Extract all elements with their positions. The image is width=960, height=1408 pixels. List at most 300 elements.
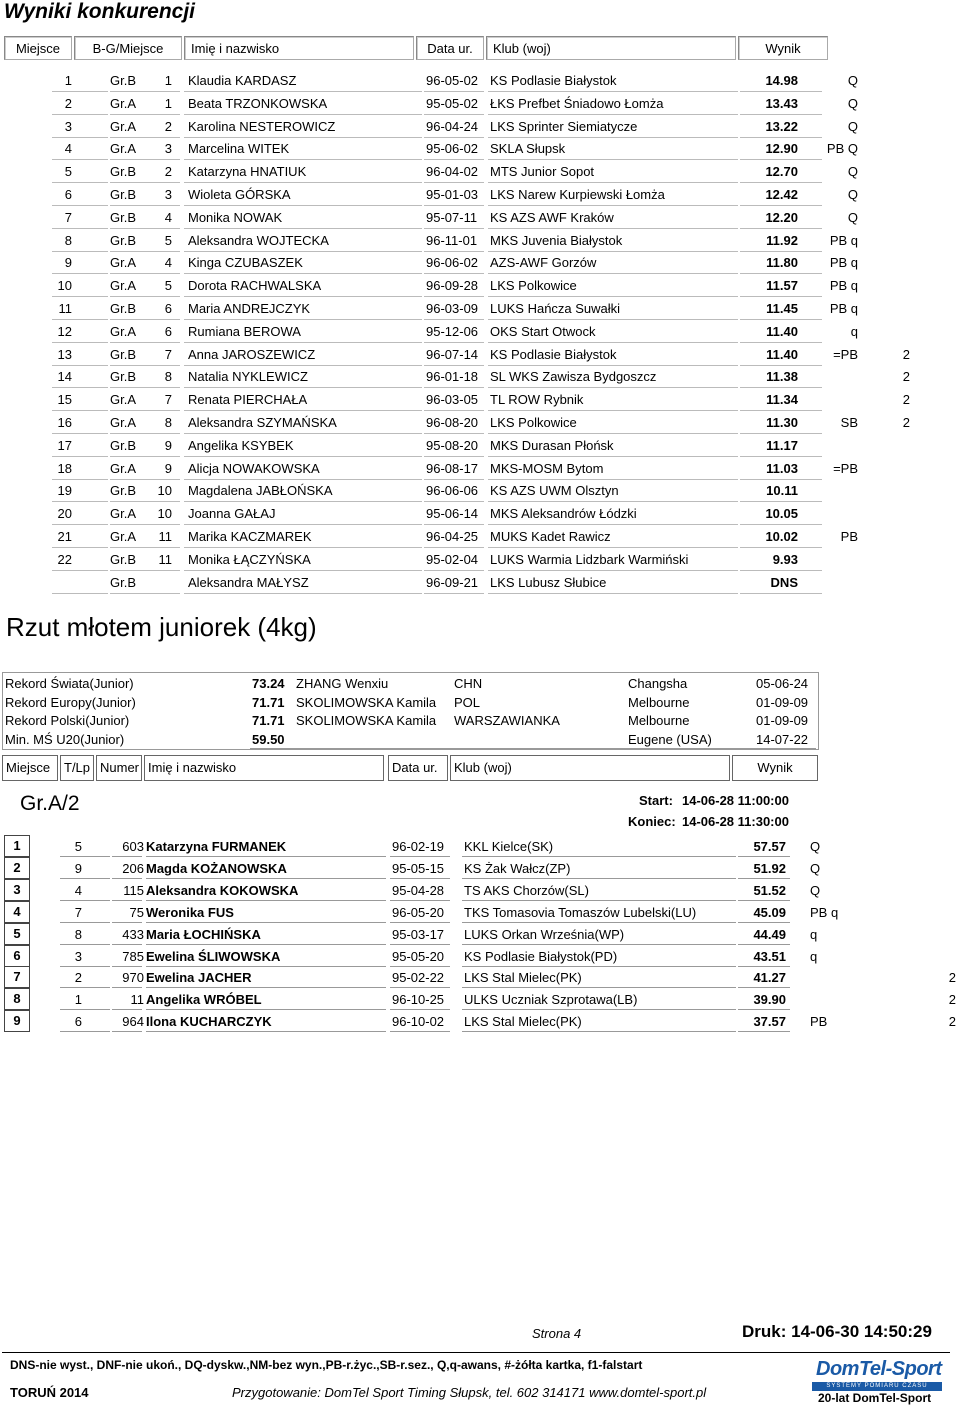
header2-name: Imię i nazwisko (144, 755, 384, 781)
result-cell: 785 (122, 948, 144, 964)
result-cell: Weronika FUS (146, 904, 234, 920)
table-cell: Q (847, 209, 858, 225)
table-row (0, 298, 960, 320)
table-cell: 6 (64, 187, 72, 202)
result-cell: 7 (74, 904, 82, 920)
result-row (2, 966, 960, 988)
table-cell: Gr.B (110, 369, 137, 385)
result-cell: 95-03-17 (392, 926, 445, 942)
table-cell: 2 (902, 346, 910, 362)
result-cell: PB q (810, 904, 839, 920)
table-cell: 1 (64, 73, 72, 88)
table-row (0, 435, 960, 457)
table-cell: Gr.B (110, 187, 137, 202)
result-cell: Angelika WRÓBEL (146, 992, 262, 1008)
page-number: Strona 4 (532, 1326, 582, 1341)
records-underline (250, 748, 816, 749)
result-cell: 57.57 (753, 839, 786, 854)
table-cell: PB (840, 529, 858, 544)
table-cell: Beata TRZONKOWSKA (188, 95, 328, 111)
table-cell: 2 (902, 392, 910, 408)
table-cell: Gr.A (110, 529, 137, 544)
table-cell: MKS Durasan Płońsk (490, 437, 614, 453)
row-divider (52, 593, 108, 594)
table-cell: LKS Polkowice (490, 415, 577, 430)
table-cell: LKS Lubusz Słubice (490, 574, 607, 590)
table-cell: ŁKS Prefbet Śniadowo Łomża (490, 95, 664, 111)
table-cell: 4 (164, 255, 172, 271)
table-cell: 96-03-09 (426, 301, 479, 316)
table-cell: LKS Sprinter Siemiatycze (490, 118, 638, 134)
table-cell: 12.90 (765, 141, 798, 157)
table-cell: 95-05-02 (426, 95, 479, 111)
table-cell: 96-06-02 (426, 255, 479, 271)
result-cell: ULKS Uczniak Szprotawa(LB) (464, 992, 638, 1008)
table-row (0, 138, 960, 160)
table-cell: Aleksandra MAŁYSZ (188, 574, 309, 590)
end-label: Koniec: (628, 814, 676, 829)
header-club: Klub (woj) (486, 36, 736, 60)
table-cell: LUKS Hańcza Suwałki (490, 301, 621, 316)
result-cell: 75 (129, 904, 144, 920)
header-bg-miejsce: B-G/Miejsce (74, 36, 182, 60)
table-row (0, 480, 960, 502)
table-cell: Gr.A (110, 506, 137, 522)
result-row (2, 879, 960, 901)
table-cell: LUKS Warmia Lidzbark Warmiński (490, 551, 689, 567)
table-cell: 11.34 (766, 392, 798, 408)
table-cell: 11.40 (766, 346, 798, 362)
table-cell: 19 (57, 483, 72, 499)
result-cell: 2 (948, 1014, 956, 1030)
result-cell: q (810, 926, 818, 942)
table-cell: 16 (57, 415, 72, 430)
table-cell: PB q (829, 301, 858, 316)
result-cell: 4 (74, 882, 82, 898)
result-cell: 95-02-22 (392, 970, 445, 986)
result-cell: LUKS Orkan Września(WP) (464, 926, 625, 942)
table-cell: Kinga CZUBASZEK (188, 255, 303, 271)
end-time: 14-06-28 11:30:00 (682, 814, 789, 829)
city-year: TORUŃ 2014 (10, 1385, 89, 1400)
table-cell: Gr.B (110, 483, 137, 499)
table-row (0, 458, 960, 480)
result-cell: LKS Stal Mielec(PK) (464, 970, 582, 986)
table-cell: Gr.A (110, 415, 137, 430)
prepared-by: Przygotowanie: DomTel Sport Timing Słupsk, tel. 602 314171 www.domtel-sport.pl (232, 1385, 707, 1400)
table-row (0, 572, 960, 594)
record-cell: SKOLIMOWSKA Kamila (296, 713, 437, 729)
table-cell: Q (847, 187, 858, 202)
record-cell: Rekord Europy(Junior) (5, 694, 136, 710)
table-cell: Natalia NYKLEWICZ (188, 369, 308, 385)
table-cell: Karolina NESTEROWICZ (188, 118, 336, 134)
table-cell: Monika NOWAK (188, 209, 283, 225)
table-cell: 96-08-17 (426, 460, 479, 476)
table-cell: 12.70 (765, 164, 798, 180)
table-cell: Gr.A (110, 141, 137, 157)
record-cell: 71.71 (252, 694, 285, 710)
result-row (2, 1010, 960, 1032)
result-cell: Q (810, 839, 821, 854)
table-cell: 11 (158, 529, 172, 544)
table-cell: Monika ŁĄCZYŃSKA (188, 551, 311, 567)
result-cell: 51.92 (753, 860, 786, 876)
table-cell: LKS Polkowice (490, 278, 577, 294)
table-cell: KS Podlasie Białystok (490, 73, 617, 88)
table-cell: 96-07-14 (426, 346, 479, 362)
table-row (0, 252, 960, 274)
table-cell: 3 (64, 118, 72, 134)
table-cell: Wioleta GÓRSKA (188, 187, 291, 202)
record-cell: 14-07-22 (756, 731, 809, 747)
row-divider (184, 593, 422, 594)
table-cell: 11.57 (766, 278, 798, 294)
result-cell: 2 (948, 992, 956, 1008)
table-row (0, 207, 960, 229)
table-cell: Gr.B (110, 73, 137, 88)
result-cell: 3 (74, 948, 82, 964)
table-cell: q (850, 323, 858, 339)
table-cell: MTS Junior Sopot (490, 164, 595, 180)
table-cell: MKS-MOSM Bytom (490, 460, 604, 476)
domtel-logo (812, 1356, 944, 1404)
table-row (0, 503, 960, 525)
result-cell: 2 (948, 970, 956, 986)
table-cell: 2 (902, 415, 910, 430)
row-divider (390, 1031, 450, 1032)
table-cell: SB (840, 415, 858, 430)
table-cell: 18 (57, 460, 72, 476)
table-cell: MKS Juvenia Białystok (490, 232, 623, 248)
record-cell: Eugene (USA) (628, 731, 712, 747)
table-cell: 6 (164, 301, 172, 316)
result-cell: 2 (74, 970, 82, 986)
header-birthdate: Data ur. (416, 36, 484, 60)
group-label: Gr.A/2 (20, 792, 80, 815)
result-cell: 95-05-15 (392, 860, 445, 876)
result-cell: 433 (122, 926, 144, 942)
logo-anniversary: 20-lat DomTel-Sport (818, 1391, 932, 1405)
header2-numer: Numer (96, 755, 142, 781)
table-row (0, 161, 960, 183)
header-miejsce: Miejsce (4, 36, 72, 60)
table-cell: 9 (164, 460, 172, 476)
record-cell: POL (454, 694, 481, 710)
table-cell: Gr.A (110, 460, 137, 476)
table-cell: 17 (57, 437, 72, 453)
place-number: 8 (4, 988, 30, 1010)
table-cell: Klaudia KARDASZ (188, 73, 297, 88)
result-cell: 96-05-20 (392, 904, 445, 920)
legend-text: DNS-nie wyst., DNF-nie ukoń., DQ-dyskw.,NM-bez wyn.,PB-r.życ.,SB-r.sez., Q,q-awans, #-żółta kartka, f1-falstart (10, 1358, 643, 1372)
result-cell: 603 (122, 839, 144, 854)
table-cell: Gr.B (110, 551, 137, 567)
result-cell: 96-10-02 (392, 1014, 445, 1030)
table-cell: 12 (57, 323, 72, 339)
table-row (0, 526, 960, 548)
record-cell: 05-06-24 (756, 676, 809, 691)
record-cell: 01-09-09 (756, 713, 809, 729)
table-cell: Joanna GAŁAJ (188, 506, 276, 522)
record-cell: ZHANG Wenxiu (296, 676, 389, 691)
header-result: Wynik (738, 36, 828, 60)
table-cell: Dorota RACHWALSKA (188, 278, 322, 294)
event-title: Rzut młotem juniorek (4kg) (6, 612, 317, 642)
table-cell: 95-08-20 (426, 437, 479, 453)
table-cell: 96-03-05 (426, 392, 479, 408)
result-cell: TKS Tomasovia Tomaszów Lubelski(LU) (464, 904, 697, 920)
table-cell: 10 (157, 483, 172, 499)
table-cell: 14.98 (765, 73, 798, 88)
table-cell: 10 (57, 278, 72, 294)
table-cell: 95-12-06 (426, 323, 479, 339)
row-divider (740, 593, 822, 594)
place-number: 4 (4, 901, 30, 923)
table-cell: 7 (164, 346, 172, 362)
result-cell: 964 (122, 1014, 144, 1030)
table-cell: 11.03 (766, 460, 798, 476)
table-cell: 5 (64, 164, 72, 180)
result-row (2, 923, 960, 945)
table-cell: 96-11-01 (426, 232, 478, 248)
record-cell: 73.24 (252, 676, 285, 691)
table-cell: 9 (164, 437, 172, 453)
table-cell: =PB (833, 346, 858, 362)
print-time: Druk: 14-06-30 14:50:29 (742, 1322, 932, 1341)
start-label: Start: (639, 793, 673, 808)
result-cell: Ilona KUCHARCZYK (146, 1014, 272, 1030)
table-cell: 10.02 (765, 529, 798, 544)
result-cell: TS AKS Chorzów(SL) (464, 882, 589, 898)
table-cell: 6 (164, 323, 172, 339)
table-cell: 11.92 (766, 232, 798, 248)
table-cell: Maria ANDREJCZYK (188, 301, 311, 316)
record-cell: Melbourne (628, 694, 690, 710)
table-cell: 1 (164, 73, 172, 88)
result-cell: 96-10-25 (392, 992, 445, 1008)
table-cell: 10 (157, 506, 172, 522)
result-row (2, 901, 960, 923)
table-row (0, 549, 960, 571)
table-cell: SKLA Słupsk (490, 141, 566, 157)
table-cell: 22 (57, 551, 72, 567)
result-cell: 41.27 (753, 970, 786, 986)
table-cell: 7 (164, 392, 172, 408)
table-cell: Katarzyna HNATIUK (188, 164, 307, 180)
record-cell: Melbourne (628, 713, 690, 729)
place-number: 2 (4, 857, 30, 879)
table-cell: Q (847, 73, 858, 88)
table-cell: Anna JAROSZEWICZ (188, 346, 316, 362)
table-cell: PB Q (826, 141, 858, 157)
result-cell: KS Żak Wałcz(ZP) (464, 860, 571, 876)
header2-club: Klub (woj) (450, 755, 730, 781)
table-cell: Renata PIERCHAŁA (188, 392, 308, 408)
result-cell: 95-05-20 (392, 948, 445, 964)
result-cell: Magda KOŻANOWSKA (146, 860, 287, 876)
table-cell: Q (847, 118, 858, 134)
table-cell: 96-01-18 (426, 369, 479, 385)
result-cell: 96-02-19 (392, 839, 445, 854)
result-cell: 39.90 (753, 992, 786, 1008)
table-cell: 96-05-02 (426, 73, 479, 88)
row-divider (146, 1031, 386, 1032)
row-divider (60, 1031, 110, 1032)
result-cell: Aleksandra KOKOWSKA (146, 882, 299, 898)
table-cell: 2 (164, 118, 172, 134)
table-cell: Gr.B (110, 164, 137, 180)
table-cell: Gr.A (110, 255, 137, 271)
table-cell: 2 (902, 369, 910, 385)
table-row (0, 389, 960, 411)
table-cell: Gr.A (110, 118, 137, 134)
table-cell: Gr.B (110, 574, 137, 590)
table-cell: Aleksandra SZYMAŃSKA (188, 415, 337, 430)
header2-birthdate: Data ur. (388, 755, 448, 781)
table-row (0, 275, 960, 297)
result-cell: 970 (122, 970, 144, 986)
table-cell: 95-01-03 (426, 187, 479, 202)
table-cell: 95-02-04 (426, 551, 479, 567)
table-cell: Magdalena JABŁOŃSKA (188, 483, 333, 499)
result-cell: 45.09 (753, 904, 786, 920)
row-divider (462, 1031, 736, 1032)
table-cell: 95-07-11 (426, 209, 478, 225)
table-cell: 11 (158, 551, 172, 567)
table-row (0, 344, 960, 366)
result-row (2, 988, 960, 1010)
table-cell: Angelika KSYBEK (188, 437, 294, 453)
table-cell: 2 (64, 95, 72, 111)
table-cell: 95-06-14 (426, 506, 479, 522)
table-cell: 8 (164, 415, 172, 430)
table-cell: 11 (58, 301, 72, 316)
table-cell: 3 (164, 141, 172, 157)
table-cell: AZS-AWF Gorzów (490, 255, 597, 271)
table-cell: Gr.A (110, 392, 137, 408)
table-cell: DNS (770, 574, 798, 590)
table-cell: 4 (64, 141, 72, 157)
result-cell: 206 (122, 860, 144, 876)
header2-tlp: T/Lp (60, 755, 94, 781)
table-cell: 13.22 (765, 118, 798, 134)
place-number: 5 (4, 923, 30, 945)
table-cell: 8 (164, 369, 172, 385)
logo-main-text: DomTel-Sport (816, 1358, 942, 1380)
place-number: 3 (4, 879, 30, 901)
table-cell: Gr.A (110, 95, 137, 111)
table-cell: TL ROW Rybnik (490, 392, 584, 408)
footer-divider (2, 1352, 950, 1353)
table-cell: 11.40 (766, 323, 798, 339)
place-number: 1 (4, 835, 30, 857)
table-cell: Gr.B (110, 301, 137, 316)
table-cell: 96-04-02 (426, 164, 479, 180)
table-cell: 14 (57, 369, 72, 385)
record-cell: Rekord Polski(Junior) (5, 713, 130, 729)
place-number: 6 (4, 945, 30, 967)
table-cell: 96-04-25 (426, 529, 479, 544)
result-cell: Katarzyna FURMANEK (146, 839, 287, 854)
table-cell: SL WKS Zawisza Bydgoszcz (490, 369, 657, 385)
table-cell: 12.20 (765, 209, 798, 225)
record-cell: 01-09-09 (756, 694, 809, 710)
table-row (0, 116, 960, 138)
result-cell: 51.52 (753, 882, 786, 898)
table-cell: 1 (164, 95, 172, 111)
table-cell: 11.30 (766, 415, 798, 430)
table-cell: PB q (829, 232, 858, 248)
table-cell: 12.42 (765, 187, 798, 202)
result-cell: KS Podlasie Białystok(PD) (464, 948, 618, 964)
table-cell: Rumiana BEROWA (188, 323, 301, 339)
table-cell: 11.80 (766, 255, 798, 271)
record-cell: Changsha (628, 676, 688, 691)
table-cell: Q (847, 95, 858, 111)
result-cell: q (810, 948, 818, 964)
result-cell: Q (810, 860, 821, 876)
table-cell: Marika KACZMAREK (188, 529, 312, 544)
result-cell: 44.49 (753, 926, 786, 942)
start-time: 14-06-28 11:00:00 (682, 793, 789, 808)
result-cell: KKL Kielce(SK) (464, 839, 554, 854)
result-cell: LKS Stal Mielec(PK) (464, 1014, 582, 1030)
result-cell: Q (810, 882, 821, 898)
table-row (0, 93, 960, 115)
table-cell: 5 (164, 278, 172, 294)
table-cell: Marcelina WITEK (188, 141, 290, 157)
table-cell: 3 (164, 187, 172, 202)
table-row (0, 70, 960, 92)
table-cell: 96-06-06 (426, 483, 479, 499)
table-cell: KS AZS UWM Olsztyn (490, 483, 619, 499)
table-cell: MUKS Kadet Rawicz (490, 529, 611, 544)
result-cell: 8 (74, 926, 82, 942)
result-cell: Ewelina ŚLIWOWSKA (146, 948, 281, 964)
result-cell: 95-04-28 (392, 882, 445, 898)
table-cell: 96-09-21 (426, 574, 479, 590)
table-cell: 96-08-20 (426, 415, 479, 430)
header-name: Imię i nazwisko (184, 36, 414, 60)
record-cell: Min. MŚ U20(Junior) (5, 731, 125, 747)
table-cell: 13.43 (765, 95, 798, 111)
table-cell: 2 (164, 164, 172, 180)
result-cell: 37.57 (753, 1014, 786, 1030)
table-cell: 20 (57, 506, 72, 522)
table-cell: PB q (829, 255, 858, 271)
table-cell: 9 (64, 255, 72, 271)
record-cell: SKOLIMOWSKA Kamila (296, 694, 437, 710)
record-cell: CHN (454, 676, 483, 691)
table-cell: KS AZS AWF Kraków (490, 209, 614, 225)
result-cell: 5 (74, 839, 82, 854)
header2-miejsce: Miejsce (2, 755, 58, 781)
table-row (0, 321, 960, 343)
table-cell: 5 (164, 232, 172, 248)
table-cell: 4 (164, 209, 172, 225)
table-cell: 96-09-28 (426, 278, 479, 294)
table-cell: 7 (64, 209, 72, 225)
place-number: 7 (4, 966, 30, 988)
table-cell: =PB (833, 460, 858, 476)
table-cell: OKS Start Otwock (490, 323, 596, 339)
table-cell: 13 (57, 346, 72, 362)
result-row (2, 945, 960, 967)
table-cell: Alicja NOWAKOWSKA (188, 460, 320, 476)
table-cell: Gr.A (110, 323, 137, 339)
table-cell: Gr.A (110, 278, 137, 294)
